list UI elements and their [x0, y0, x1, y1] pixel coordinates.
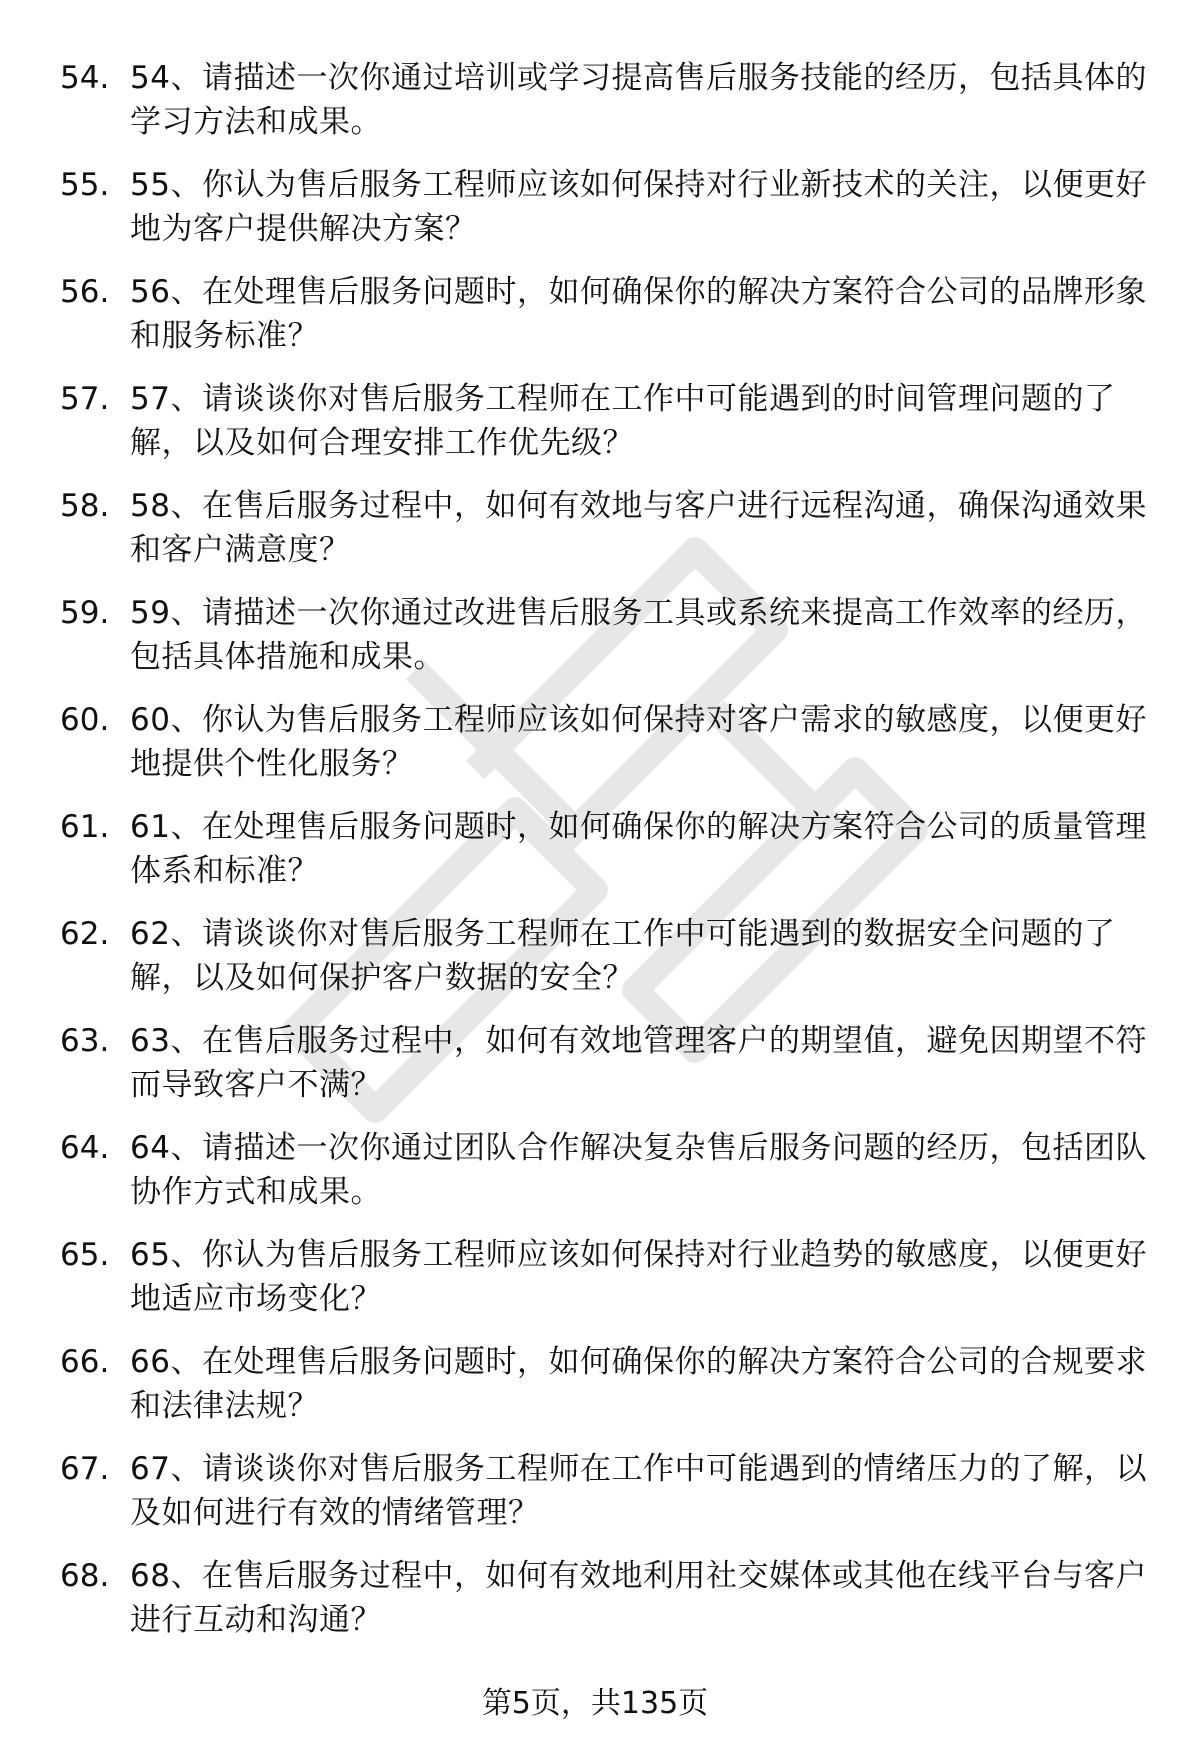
question-number: 55.: [60, 167, 110, 203]
question-text: 54、请描述一次你通过培训或学习提高售后服务技能的经历，包括具体的学习方法和成果。: [130, 60, 1147, 140]
question-number: 67.: [60, 1451, 110, 1487]
question-text: 68、在售后服务过程中，如何有效地利用社交媒体或其他在线平台与客户进行互动和沟通？: [130, 1558, 1147, 1638]
list-item: [0, 698, 1190, 805]
list-item: [0, 377, 1190, 484]
question-number: 60.: [60, 702, 110, 738]
list-item: [0, 805, 1190, 912]
question-text: 65、你认为售后服务工程师应该如何保持对行业趋势的敏感度，以便更好地适应市场变化？: [130, 1237, 1147, 1317]
list-item: [0, 56, 1190, 163]
question-text: 62、请谈谈你对售后服务工程师在工作中可能遇到的数据安全问题的了解，以及如何保护客户数据的安全？: [130, 916, 1116, 996]
list-item: [0, 912, 1190, 1019]
question-number: 66.: [60, 1344, 110, 1380]
list-item: [0, 270, 1190, 377]
question-text: 56、在处理售后服务问题时，如何确保你的解决方案符合公司的品牌形象和服务标准？: [130, 274, 1147, 354]
list-item: [0, 484, 1190, 591]
question-text: 55、你认为售后服务工程师应该如何保持对行业新技术的关注，以便更好地为客户提供解决方案？: [130, 167, 1147, 247]
question-text: 61、在处理售后服务问题时，如何确保你的解决方案符合公司的质量管理体系和标准？: [130, 809, 1147, 889]
list-item: [0, 1447, 1190, 1554]
list-item: [0, 1340, 1190, 1447]
list-item: [0, 1126, 1190, 1233]
question-number: 65.: [60, 1237, 110, 1273]
list-item: [0, 1233, 1190, 1340]
question-number: 64.: [60, 1130, 110, 1166]
question-text: 57、请谈谈你对售后服务工程师在工作中可能遇到的时间管理问题的了解，以及如何合理安排工作优先级？: [130, 381, 1116, 461]
list-item: [0, 1019, 1190, 1126]
question-text: 60、你认为售后服务工程师应该如何保持对客户需求的敏感度，以便更好地提供个性化服务？: [130, 702, 1147, 782]
question-number: 62.: [60, 916, 110, 952]
question-text: 67、请谈谈你对售后服务工程师在工作中可能遇到的情绪压力的了解，以及如何进行有效的情绪管理？: [130, 1451, 1147, 1531]
page-number-label: 第5页，共135页: [481, 1686, 709, 1721]
question-number: 59.: [60, 595, 110, 631]
question-number: 57.: [60, 381, 110, 417]
question-number: 61.: [60, 809, 110, 845]
question-number: 63.: [60, 1023, 110, 1059]
question-list: [0, 56, 1190, 1661]
list-item: [0, 1554, 1190, 1661]
page-footer: [0, 1684, 1190, 1724]
question-number: 68.: [60, 1558, 110, 1594]
list-item: [0, 591, 1190, 698]
question-text: 66、在处理售后服务问题时，如何确保你的解决方案符合公司的合规要求和法律法规？: [130, 1344, 1147, 1424]
question-number: 58.: [60, 488, 110, 524]
list-item: [0, 163, 1190, 270]
question-number: 56.: [60, 274, 110, 310]
question-text: 58、在售后服务过程中，如何有效地与客户进行远程沟通，确保沟通效果和客户满意度？: [130, 488, 1147, 568]
question-text: 63、在售后服务过程中，如何有效地管理客户的期望值，避免因期望不符而导致客户不满？: [130, 1023, 1147, 1103]
question-text: 59、请描述一次你通过改进售后服务工具或系统来提高工作效率的经历，包括具体措施和成果。: [130, 595, 1147, 675]
question-number: 54.: [60, 60, 110, 96]
question-text: 64、请描述一次你通过团队合作解决复杂售后服务问题的经历，包括团队协作方式和成果。: [130, 1130, 1147, 1210]
